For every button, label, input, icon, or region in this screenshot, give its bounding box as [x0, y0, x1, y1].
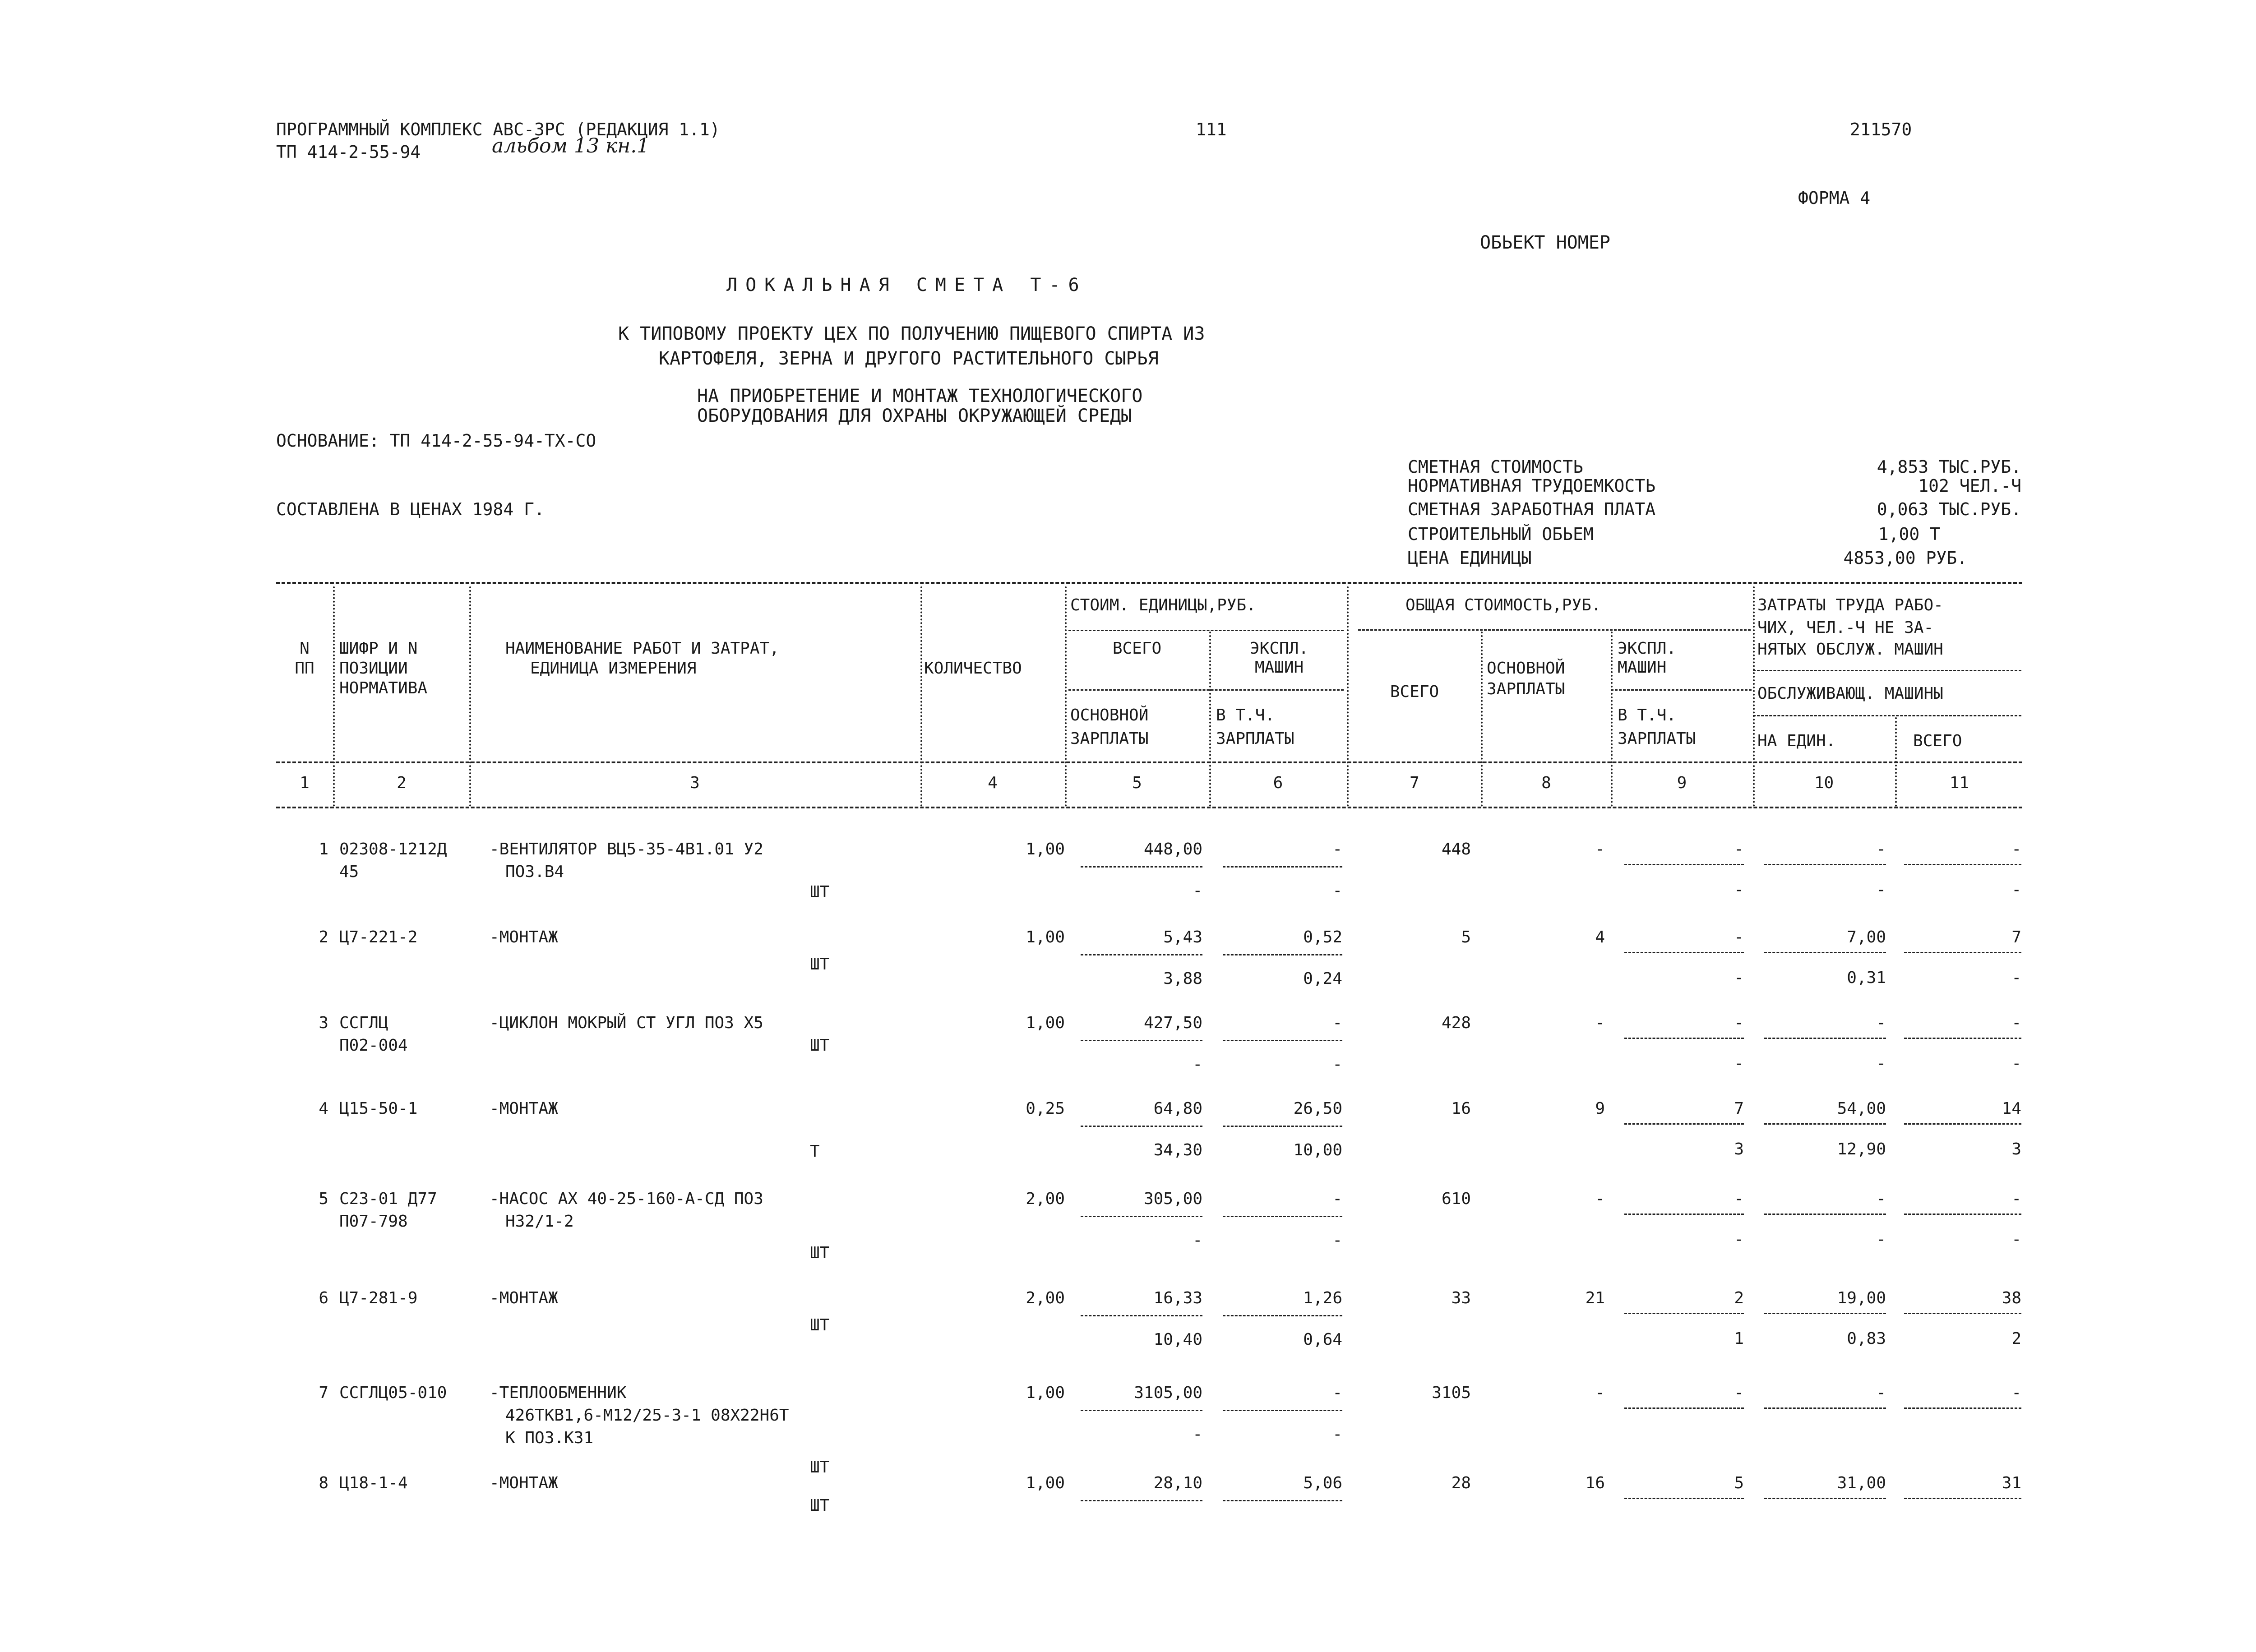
row-labor-total: - — [2011, 840, 2021, 858]
column-number: 2 — [397, 774, 407, 792]
row-name: -ЦИКЛОН МОКРЫЙ СТ УГЛ ПОЗ Х5 — [490, 1014, 763, 1032]
row-total-base-pay: - — [1595, 1014, 1605, 1032]
row-unit-incl-pay: - — [1332, 1231, 1342, 1250]
row-quantity: 1,00 — [1026, 840, 1065, 858]
cell-separator — [1904, 864, 2021, 865]
column-divider — [1347, 586, 1349, 807]
column-divider — [1753, 586, 1755, 807]
cell-separator — [1081, 1500, 1202, 1501]
header-bottom-rule — [276, 761, 2022, 763]
row-name: К ПОЗ.К31 — [505, 1429, 594, 1447]
row-unit: ШТ — [810, 1316, 830, 1334]
header-sub-rule — [1068, 689, 1344, 691]
row-unit-base-pay: - — [1193, 1231, 1202, 1250]
cell-separator — [1904, 952, 2021, 953]
column-divider — [469, 586, 471, 807]
column-divider — [1895, 717, 1897, 807]
row-unit: Т — [810, 1142, 820, 1161]
row-unit-expl: - — [1332, 1190, 1342, 1208]
header-code: ПОЗИЦИИ — [339, 659, 408, 678]
row-unit-total: 64,80 — [1153, 1099, 1202, 1118]
column-number: 6 — [1273, 774, 1283, 792]
row-total: 610 — [1441, 1190, 1471, 1208]
row-unit: ШТ — [810, 1244, 830, 1262]
cell-separator — [1223, 1040, 1342, 1041]
row-quantity: 0,25 — [1026, 1099, 1065, 1118]
header-name: НАИМЕНОВАНИЕ РАБОТ И ЗАТРАТ, — [505, 639, 779, 658]
cell-separator — [1624, 1038, 1744, 1039]
row-labor-per-unit: 7,00 — [1847, 928, 1886, 946]
header-unit-incl-pay: В Т.Ч. — [1216, 706, 1275, 724]
cell-separator — [1624, 1498, 1744, 1499]
cell-separator — [1764, 1498, 1886, 1499]
row-code: ССГЛЦ05-010 — [339, 1384, 447, 1402]
row-unit: ШТ — [810, 1036, 830, 1055]
row-labor-serving-total: - — [2011, 1230, 2021, 1249]
row-labor-serving-per-unit: 0,83 — [1847, 1329, 1886, 1348]
column-divider — [1065, 586, 1067, 807]
row-code: 45 — [339, 863, 359, 881]
row-code: Ц7-281-9 — [339, 1289, 418, 1307]
cell-separator — [1904, 1313, 2021, 1314]
header-pp: ПП — [295, 659, 314, 678]
title-line-2: КАРТОФЕЛЯ, ЗЕРНА И ДРУГОГО РАСТИТЕЛЬНОГО СЫРЬЯ — [659, 348, 1159, 369]
row-unit-incl-pay: - — [1332, 1055, 1342, 1074]
row-total: 28 — [1451, 1474, 1471, 1492]
cell-separator — [1764, 1313, 1886, 1314]
cell-separator — [1764, 1407, 1886, 1409]
summary-value: 102 ЧЕЛ.-Ч — [1918, 476, 2021, 496]
row-labor-per-unit: - — [1876, 1384, 1886, 1402]
cell-separator — [1624, 952, 1744, 953]
cell-separator — [1223, 1126, 1342, 1127]
handwritten-note: альбом 13 кн.1 — [492, 134, 650, 157]
row-unit-base-pay: 34,30 — [1153, 1141, 1202, 1159]
cell-separator — [1081, 1040, 1202, 1041]
row-total-base-pay: - — [1595, 1384, 1605, 1402]
column-number: 1 — [300, 774, 310, 792]
row-number: 2 — [319, 928, 328, 946]
header-unit-incl-pay: ЗАРПЛАТЫ — [1216, 729, 1294, 748]
row-total-base-pay: - — [1595, 840, 1605, 858]
row-unit-base-pay: - — [1193, 1055, 1202, 1074]
prices-year: СОСТАВЛЕНА В ЦЕНАХ 1984 Г. — [276, 499, 545, 519]
row-total-expl: 7 — [1734, 1099, 1744, 1118]
row-labor-serving-per-unit: - — [1876, 881, 1886, 899]
row-unit: ШТ — [810, 1458, 830, 1477]
cell-separator — [1904, 1407, 2021, 1409]
row-total: 448 — [1441, 840, 1471, 858]
row-number: 6 — [319, 1289, 328, 1307]
title-line-3: НА ПРИОБРЕТЕНИЕ И МОНТАЖ ТЕХНОЛОГИЧЕСКОГО — [697, 386, 1143, 406]
title-line-4: ОБОРУДОВАНИЯ ДЛЯ ОХРАНЫ ОКРУЖАЮЩЕЙ СРЕДЫ — [697, 406, 1132, 426]
cell-separator — [1624, 1214, 1744, 1215]
header-sub-rule — [1753, 715, 2021, 716]
row-unit-expl: 26,50 — [1293, 1099, 1342, 1118]
header-unit-expl: МАШИН — [1254, 658, 1304, 677]
row-labor-total: - — [2011, 1190, 2021, 1208]
row-name: -МОНТАЖ — [490, 1099, 558, 1118]
row-unit: ШТ — [810, 955, 830, 974]
header-unit-cost: СТОИМ. ЕДИНИЦЫ,РУБ. — [1070, 596, 1256, 614]
column-divider — [1481, 632, 1483, 807]
row-total: 16 — [1451, 1099, 1471, 1118]
row-labor-serving-total: 2 — [2011, 1329, 2021, 1348]
row-total-incl-pay: 1 — [1734, 1329, 1744, 1348]
row-unit-total: 28,10 — [1153, 1474, 1202, 1492]
row-unit-total: 5,43 — [1163, 928, 1202, 946]
row-name: -ТЕПЛООБМЕННИК — [490, 1384, 627, 1402]
header-total-cost: ОБЩАЯ СТОИМОСТЬ,РУБ. — [1405, 596, 1601, 614]
header-labor-total: ВСЕГО — [1913, 732, 1962, 750]
row-labor-total: - — [2011, 1014, 2021, 1032]
column-number: 10 — [1814, 774, 1834, 792]
row-labor-serving-total: - — [2011, 969, 2021, 987]
header-total-all: ВСЕГО — [1390, 683, 1439, 701]
header-code: НОРМАТИВА — [339, 679, 428, 697]
cell-separator — [1904, 1038, 2021, 1039]
row-unit-incl-pay: - — [1332, 881, 1342, 900]
row-unit-base-pay: 10,40 — [1153, 1330, 1202, 1349]
cell-separator — [1081, 1126, 1202, 1127]
row-unit-total: 16,33 — [1153, 1289, 1202, 1307]
cell-separator — [1764, 1038, 1886, 1039]
row-total-incl-pay: - — [1734, 881, 1744, 899]
row-name: Н32/1-2 — [505, 1212, 574, 1231]
row-total-expl: 2 — [1734, 1289, 1744, 1307]
header-total-base-pay: ЗАРПЛАТЫ — [1487, 680, 1565, 698]
column-number: 4 — [988, 774, 998, 792]
title-line-1: К ТИПОВОМУ ПРОЕКТУ ЦЕХ ПО ПОЛУЧЕНИЮ ПИЩЕВОГО СПИРТА ИЗ — [618, 323, 1205, 344]
row-name: -МОНТАЖ — [490, 928, 558, 946]
row-unit-total: 448,00 — [1143, 840, 1202, 858]
row-quantity: 2,00 — [1026, 1289, 1065, 1307]
summary-value: 1,00 Т — [1878, 524, 1940, 544]
cell-separator — [1904, 1123, 2021, 1125]
header-quantity: КОЛИЧЕСТВО — [924, 659, 1022, 678]
summary-label: ЦЕНА ЕДИНИЦЫ — [1408, 548, 1532, 568]
row-code: 02308-1212Д — [339, 840, 447, 858]
row-quantity: 2,00 — [1026, 1190, 1065, 1208]
row-labor-per-unit: 31,00 — [1837, 1474, 1886, 1492]
cell-separator — [1624, 1123, 1744, 1125]
row-total-incl-pay: - — [1734, 969, 1744, 987]
column-divider — [333, 586, 335, 807]
row-labor-per-unit: 54,00 — [1837, 1099, 1886, 1118]
row-unit-base-pay: - — [1193, 881, 1202, 900]
cell-separator — [1081, 866, 1202, 868]
cell-separator — [1223, 1216, 1342, 1217]
row-quantity: 1,00 — [1026, 1384, 1065, 1402]
row-unit-total: 305,00 — [1143, 1190, 1202, 1208]
summary-value: 4,853 ТЫС.РУБ. — [1877, 457, 2021, 477]
row-labor-serving-total: - — [2011, 881, 2021, 899]
summary-label: СМЕТНАЯ ЗАРАБОТНАЯ ПЛАТА — [1408, 499, 1656, 519]
header-unit-base-pay: ОСНОВНОЙ — [1070, 706, 1149, 724]
row-name: 426ТКВ1,6-М12/25-3-1 08Х22Н6Т — [505, 1406, 789, 1425]
row-quantity: 1,00 — [1026, 1474, 1065, 1492]
row-total-incl-pay: - — [1734, 1230, 1744, 1249]
cell-separator — [1223, 1315, 1342, 1316]
cell-separator — [1764, 1123, 1886, 1125]
column-number: 11 — [1949, 774, 1969, 792]
row-labor-serving-per-unit: 12,90 — [1837, 1140, 1886, 1158]
row-total-base-pay: 16 — [1585, 1474, 1605, 1492]
row-labor-per-unit: 19,00 — [1837, 1289, 1886, 1307]
header-sub-rule — [1753, 670, 2021, 671]
row-total-expl: 5 — [1734, 1474, 1744, 1492]
header-unit-expl: ЭКСПЛ. — [1249, 639, 1309, 658]
header-name: ЕДИНИЦА ИЗМЕРЕНИЯ — [530, 659, 697, 678]
row-quantity: 1,00 — [1026, 1014, 1065, 1032]
row-total-incl-pay: 3 — [1734, 1140, 1744, 1158]
page-number: 111 — [1196, 120, 1227, 139]
cell-separator — [1223, 1410, 1342, 1411]
row-total: 5 — [1461, 928, 1471, 946]
header-unit-base-pay: ЗАРПЛАТЫ — [1070, 729, 1149, 748]
row-total-base-pay: 9 — [1595, 1099, 1605, 1118]
row-labor-serving-per-unit: 0,31 — [1847, 969, 1886, 987]
column-number: 7 — [1410, 774, 1419, 792]
header-sub-rule — [1358, 629, 1751, 631]
summary-label: СМЕТНАЯ СТОИМОСТЬ — [1408, 457, 1583, 477]
row-total-expl: - — [1734, 928, 1744, 946]
cell-separator — [1904, 1214, 2021, 1215]
row-total-expl: - — [1734, 1190, 1744, 1208]
column-divider — [1209, 632, 1211, 807]
header-total-expl: МАШИН — [1618, 658, 1667, 677]
row-code: Ц18-1-4 — [339, 1474, 408, 1492]
row-labor-total: 38 — [2002, 1289, 2021, 1307]
cell-separator — [1624, 1407, 1744, 1409]
basis-line: ОСНОВАНИЕ: ТП 414-2-55-94-ТХ-СО — [276, 431, 596, 451]
header-labor: НЯТЫХ ОБСЛУЖ. МАШИН — [1757, 640, 1943, 659]
estimate-title: ЛОКАЛЬНАЯ СМЕТА Т-6 — [726, 275, 1087, 295]
row-unit: ШТ — [810, 1496, 830, 1515]
row-total-base-pay: - — [1595, 1190, 1605, 1208]
row-number: 7 — [319, 1384, 328, 1402]
row-total-expl: - — [1734, 840, 1744, 858]
row-number: 5 — [319, 1190, 328, 1208]
header-total-incl-pay: ЗАРПЛАТЫ — [1618, 729, 1696, 748]
row-name: -НАСОС АХ 40-25-160-А-СД ПОЗ — [490, 1190, 763, 1208]
row-quantity: 1,00 — [1026, 928, 1065, 946]
program-name: ПРОГРАММНЫЙ КОМПЛЕКС АВС-3РС (РЕДАКЦИЯ 1.1) — [276, 120, 720, 139]
summary-label: НОРМАТИВНАЯ ТРУДОЕМКОСТЬ — [1408, 476, 1656, 496]
row-unit-incl-pay: 0,64 — [1303, 1330, 1342, 1349]
project-code: ТП 414-2-55-94 — [276, 142, 421, 162]
header-labor: ЧИХ, ЧЕЛ.-Ч НЕ ЗА- — [1757, 618, 1934, 637]
summary-value: 0,063 ТЫС.РУБ. — [1877, 499, 2021, 519]
header-labor-per-unit: НА ЕДИН. — [1757, 732, 1836, 750]
row-name: -МОНТАЖ — [490, 1474, 558, 1492]
row-total-incl-pay: - — [1734, 1054, 1744, 1073]
header-n: N — [300, 639, 310, 658]
column-number: 9 — [1677, 774, 1687, 792]
row-labor-per-unit: - — [1876, 1014, 1886, 1032]
row-labor-total: 31 — [2002, 1474, 2021, 1492]
header-labor: ЗАТРАТЫ ТРУДА РАБО- — [1757, 596, 1943, 614]
row-unit-total: 3105,00 — [1134, 1384, 1202, 1402]
header-code: ШИФР И N — [339, 639, 418, 658]
row-code: П07-798 — [339, 1212, 408, 1231]
column-divider — [1611, 632, 1613, 807]
cell-separator — [1081, 1315, 1202, 1316]
row-unit: ШТ — [810, 883, 830, 901]
header-labor-serving: ОБСЛУЖИВАЮЩ. МАШИНЫ — [1757, 684, 1943, 703]
row-name: -МОНТАЖ — [490, 1289, 558, 1307]
row-code: Ц7-221-2 — [339, 928, 418, 946]
row-unit-expl: 5,06 — [1303, 1474, 1342, 1492]
column-number: 8 — [1541, 774, 1551, 792]
cell-separator — [1223, 1500, 1342, 1501]
summary-value: 4853,00 РУБ. — [1843, 548, 1967, 568]
row-labor-total: 7 — [2011, 928, 2021, 946]
column-number: 3 — [690, 774, 700, 792]
cell-separator — [1081, 1216, 1202, 1217]
row-total: 3105 — [1432, 1384, 1471, 1402]
row-unit-incl-pay: 10,00 — [1293, 1141, 1342, 1159]
cell-separator — [1624, 864, 1744, 865]
row-code: Ц15-50-1 — [339, 1099, 418, 1118]
row-number: 8 — [319, 1474, 328, 1492]
row-unit-expl: 0,52 — [1303, 928, 1342, 946]
cell-separator — [1764, 952, 1886, 953]
form-label: ФОРМА 4 — [1798, 188, 1871, 208]
row-unit-expl: - — [1332, 1384, 1342, 1402]
row-labor-serving-total: - — [2011, 1054, 2021, 1073]
row-unit-total: 427,50 — [1143, 1014, 1202, 1032]
header-total-expl: ЭКСПЛ. — [1618, 639, 1677, 658]
cell-separator — [1223, 866, 1342, 868]
header-sub-rule — [1611, 689, 1752, 691]
column-numbers-rule — [276, 807, 2022, 808]
cell-separator — [1764, 864, 1886, 865]
row-labor-serving-total: 3 — [2011, 1140, 2021, 1158]
header-sub-rule — [1068, 630, 1344, 631]
header-total-incl-pay: В Т.Ч. — [1618, 706, 1677, 724]
row-total: 428 — [1441, 1014, 1471, 1032]
row-name: ПОЗ.В4 — [505, 863, 564, 881]
row-unit-incl-pay: - — [1332, 1425, 1342, 1444]
header-unit-total: ВСЕГО — [1112, 639, 1162, 658]
row-labor-serving-per-unit: - — [1876, 1054, 1886, 1073]
row-number: 4 — [319, 1099, 328, 1118]
header-total-base-pay: ОСНОВНОЙ — [1487, 659, 1565, 678]
cell-separator — [1081, 954, 1202, 955]
cell-separator — [1081, 1410, 1202, 1411]
row-code: П02-004 — [339, 1036, 408, 1055]
row-total-expl: - — [1734, 1014, 1744, 1032]
row-labor-total: - — [2011, 1384, 2021, 1402]
document-number: 211570 — [1850, 120, 1912, 139]
row-code: ССГЛЦ — [339, 1014, 388, 1032]
row-total-expl: - — [1734, 1384, 1744, 1402]
row-unit-expl: - — [1332, 840, 1342, 858]
row-number: 3 — [319, 1014, 328, 1032]
row-unit-expl: - — [1332, 1014, 1342, 1032]
cell-separator — [1764, 1214, 1886, 1215]
row-total: 33 — [1451, 1289, 1471, 1307]
row-unit-base-pay: 3,88 — [1163, 969, 1202, 988]
row-code: С23-01 Д77 — [339, 1190, 437, 1208]
cell-separator — [1904, 1498, 2021, 1499]
row-labor-serving-per-unit: - — [1876, 1230, 1886, 1249]
row-number: 1 — [319, 840, 328, 858]
cell-separator — [1624, 1313, 1744, 1314]
cell-separator — [1223, 954, 1342, 955]
row-unit-base-pay: - — [1193, 1425, 1202, 1444]
column-number: 5 — [1132, 774, 1142, 792]
table-top-rule — [276, 582, 2022, 584]
row-labor-total: 14 — [2002, 1099, 2021, 1118]
row-total-base-pay: 21 — [1585, 1289, 1605, 1307]
column-divider — [920, 586, 922, 807]
row-name: -ВЕНТИЛЯТОР ВЦ5-35-4В1.01 У2 — [490, 840, 763, 858]
row-total-base-pay: 4 — [1595, 928, 1605, 946]
row-unit-incl-pay: 0,24 — [1303, 969, 1342, 988]
object-number-label: ОБЬЕКТ НОМЕР — [1480, 232, 1610, 253]
row-labor-per-unit: - — [1876, 840, 1886, 858]
row-unit-expl: 1,26 — [1303, 1289, 1342, 1307]
summary-label: СТРОИТЕЛЬНЫЙ ОБЬЕМ — [1408, 524, 1594, 544]
row-labor-per-unit: - — [1876, 1190, 1886, 1208]
